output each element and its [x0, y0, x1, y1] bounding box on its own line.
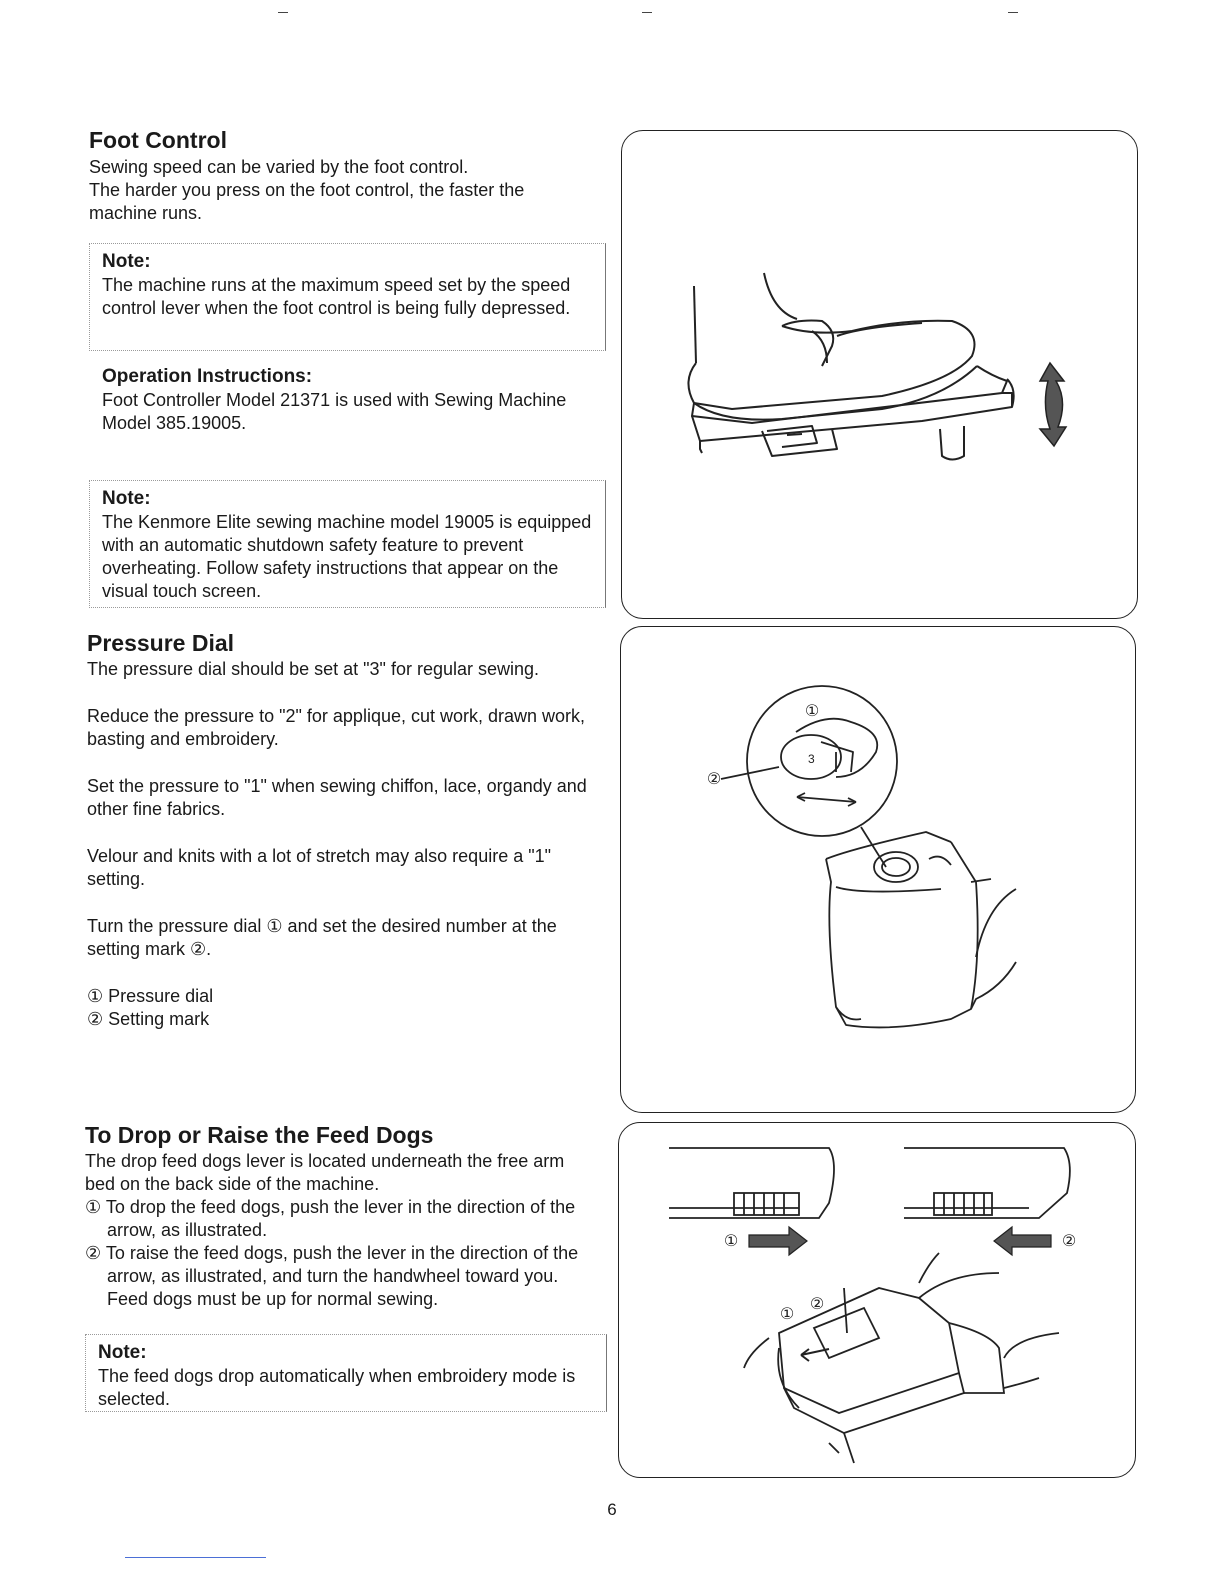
feed-dogs-step-1: ① To drop the feed dogs, push the lever in the direction of the arrow, as illustrated. — [85, 1197, 576, 1240]
pressure-text-4: Velour and knits with a lot of stretch may also require a "1" setting. — [87, 846, 552, 889]
note-title: Note: — [98, 1342, 147, 1363]
feed-dogs-body — [85, 1150, 585, 1311]
callout-pressure-dial: ① — [804, 701, 820, 720]
feed-dogs-step-2: ② To raise the feed dogs, push the lever in the direction of the arrow, as illustrated, and turn the handwheel toward you. Feed dogs must be up for normal sewing. — [85, 1243, 579, 1309]
foot-control-illustration-panel — [621, 130, 1138, 619]
pressure-text-1: The pressure dial should be set at "3" for regular sewing. — [87, 659, 540, 679]
crop-mark — [278, 12, 288, 13]
pressure-text-5: Turn the pressure dial ① and set the desired number at the setting mark ②. — [87, 916, 557, 959]
note-box-shutdown — [89, 480, 606, 608]
operation-instructions — [102, 365, 612, 435]
operation-text: Foot Controller Model 21371 is used with Sewing Machine Model 385.19005. — [102, 390, 567, 433]
page-number: 6 — [607, 1500, 617, 1519]
arrow-left-icon — [994, 1227, 1051, 1255]
foot-control-body — [89, 156, 579, 225]
arrow-right-icon — [749, 1227, 807, 1255]
callout-drop: ① — [723, 1231, 739, 1250]
crop-mark — [1008, 12, 1018, 13]
feed-dogs-title: To Drop or Raise the Feed Dogs — [85, 1122, 434, 1148]
pressure-dial-illustration — [621, 627, 1135, 1112]
foot-pedal-illustration — [622, 131, 1137, 618]
note-title: Note: — [102, 251, 151, 272]
note-text: The Kenmore Elite sewing machine model 19005 is equipped with an automatic shutdown safety feature to prevent overheating. Follow safety instructions that appear on the visual touch screen. — [102, 512, 592, 601]
legend-setting-mark: ② Setting mark — [87, 1009, 210, 1029]
legend-pressure-dial: ① Pressure dial — [87, 986, 214, 1006]
arrow-small-icon — [801, 1349, 829, 1361]
pressure-dial-illustration-panel — [620, 626, 1136, 1113]
foot-control-text-1: Sewing speed can be varied by the foot control. — [89, 157, 469, 177]
foot-control-text-2: The harder you press on the foot control, the faster the machine runs. — [89, 180, 525, 223]
foot-control-title: Foot Control — [89, 127, 227, 153]
callout-setting-mark: ② — [706, 769, 722, 788]
note-title: Note: — [102, 488, 151, 509]
lever-slot-left — [734, 1193, 799, 1215]
lever-slot-right — [934, 1193, 992, 1215]
feed-dogs-illustration-panel — [618, 1122, 1136, 1478]
dial-number: 3 — [808, 752, 815, 766]
callout-raise: ② — [1061, 1231, 1077, 1250]
callout-drop-machine: ① — [779, 1304, 795, 1323]
pressure-text-2: Reduce the pressure to "2" for applique, cut work, drawn work, basting and embroidery. — [87, 706, 586, 749]
pressure-dial-body — [87, 658, 602, 1031]
feed-dogs-intro: The drop feed dogs lever is located underneath the free arm bed on the back side of the machine. — [85, 1151, 565, 1194]
operation-title: Operation Instructions: — [102, 366, 313, 387]
pressure-text-3: Set the pressure to "1" when sewing chiffon, lace, organdy and other fine fabrics. — [87, 776, 587, 819]
footer-rule — [125, 1557, 266, 1558]
feed-dogs-illustration — [619, 1123, 1135, 1477]
note-text: The machine runs at the maximum speed set by the speed control lever when the foot control is being fully depressed. — [102, 275, 571, 318]
callout-raise-machine: ② — [809, 1294, 825, 1313]
note-text: The feed dogs drop automatically when embroidery mode is selected. — [98, 1366, 576, 1409]
crop-mark — [642, 12, 652, 13]
note-box-feed-dogs — [85, 1334, 607, 1412]
note-box-speed — [89, 243, 606, 351]
up-down-arrow-icon — [1040, 363, 1066, 446]
pressure-dial-title: Pressure Dial — [87, 630, 235, 656]
